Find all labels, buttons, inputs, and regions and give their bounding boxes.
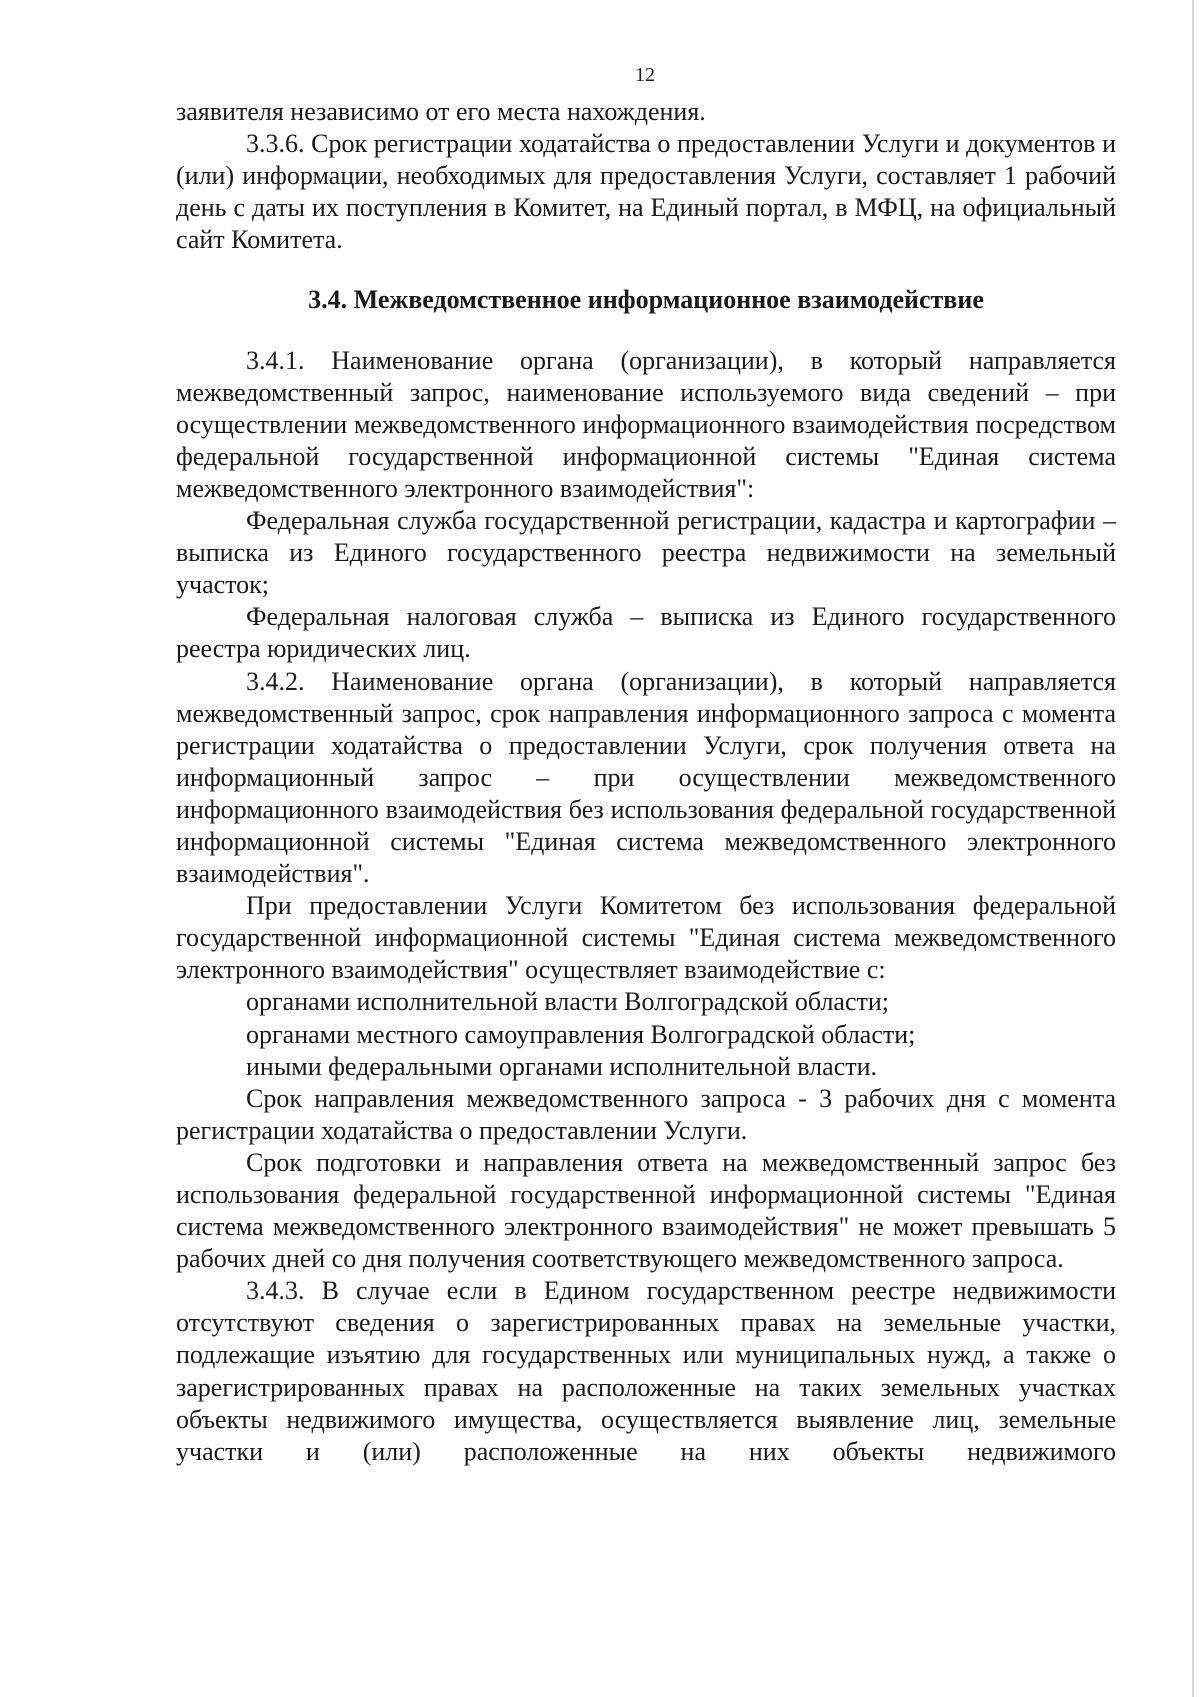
paragraph: иными федеральными органами исполнительной власти. — [246, 1051, 878, 1081]
scan-edge-line — [1192, 0, 1194, 1697]
paragraph: органами исполнительной власти Волгоградской области; — [246, 987, 890, 1017]
paragraph: заявителя независимо от его места нахождения. — [176, 97, 706, 126]
paragraph: При предоставлении Услуги Комитетом без использования федеральной государственной информационной системы "Единая система межведомственного электронного взаимодействия" осуществляет взаимодействие с: — [176, 891, 1116, 985]
paragraph: 3.4.1. Наименование органа (организации), в который направляется межведомственный запрос, наименование используемого вида сведений – при осуществлении межведомственного информационного взаимодействия посредством федеральной государственной информационной системы "Единая система межведомственного электронного взаимодействия": — [176, 345, 1116, 503]
paragraph: органами местного самоуправления Волгоградской области; — [246, 1019, 916, 1049]
page-number: 12 — [635, 64, 655, 86]
paragraph: 3.4.2. Наименование органа (организации), в который направляется межведомственный запрос, срок направления информационного запроса с момента регистрации ходатайства о предоставлении Услуги, срок получения ответа на информационный запрос – при осуществлении межведомственного информационного взаимодействия без использования федеральной государственной информационной системы "Единая система межведомственного электронного взаимодействия". — [176, 666, 1116, 889]
section-heading: 3.4. Межведомственное информационное взаимодействие — [308, 285, 984, 315]
paragraph: Срок направления межведомственного запроса - 3 рабочих дня с момента регистрации ходатайства о предоставлении Услуги. — [176, 1083, 1116, 1145]
paragraph: 3.4.3. В случае если в Едином государственном реестре недвижимости отсутствуют сведения о зарегистрированных правах на земельные участки, подлежащие изъятию для государственных или муниципальных нужд, а также о зарегистрированных правах на расположенные на таких земельных участках объекты недвижимого имущества, осуществляется выявление лиц, земельные участки и (или) расположенные на них объекты недвижимого — [176, 1276, 1116, 1466]
paragraph: 3.3.6. Срок регистрации ходатайства о предоставлении Услуги и документов и (или) информации, необходимых для предоставления Услуги, составляет 1 рабочий день с даты их поступления в Комитет, на Единый портал, в МФЦ, на официальный сайт Комитета. — [176, 129, 1116, 255]
paragraph: Федеральная служба государственной регистрации, кадастра и картографии – выписка из Единого государственного реестра недвижимости на земельный участок; — [176, 506, 1116, 600]
paragraph: Федеральная налоговая служба – выписка из Единого государственного реестра юридических лиц. — [176, 602, 1116, 664]
document-body — [176, 96, 1116, 1468]
paragraph: Срок подготовки и направления ответа на межведомственный запрос без использования федеральной государственной информационной системы "Единая система межведомственного электронного взаимодействия" не может превышать 5 рабочих дней со дня получения соответствующего межведомственного запроса. — [176, 1147, 1116, 1274]
